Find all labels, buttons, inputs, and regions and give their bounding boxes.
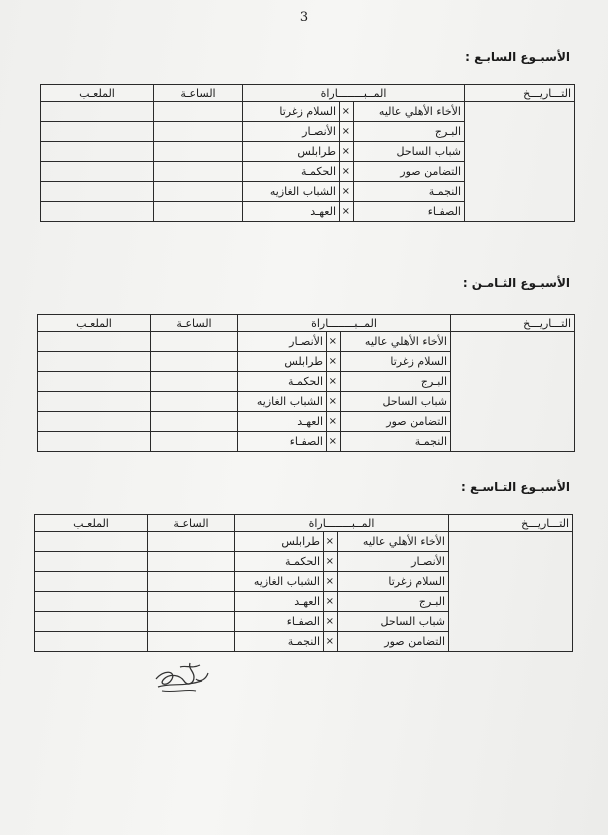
venue-cell: [35, 592, 148, 612]
home-team: التضامن صور: [338, 632, 449, 652]
away-team: الأنصـار: [238, 332, 327, 352]
match-header: المــبــــــــاراة: [238, 315, 451, 332]
time-cell: [151, 372, 238, 392]
venue-cell: [35, 572, 148, 592]
date-header: التـــاريـــخ: [451, 315, 575, 332]
away-team: النجمـة: [235, 632, 324, 652]
venue-cell: [41, 102, 154, 122]
table-header-row: [38, 315, 575, 332]
date-cell: [449, 532, 573, 652]
away-team: الشباب الغازيه: [235, 572, 324, 592]
vs-mark: ×: [324, 552, 338, 572]
venue-cell: [38, 412, 151, 432]
away-team: الأنصـار: [243, 122, 340, 142]
week7-title: الأسبـوع السابـع :: [465, 50, 570, 64]
time-cell: [154, 122, 243, 142]
time-cell: [154, 182, 243, 202]
home-team: شباب الساحل: [354, 142, 465, 162]
home-team: الأخاء الأهلي عاليه: [338, 532, 449, 552]
table-row: [38, 332, 575, 352]
time-cell: [151, 412, 238, 432]
venue-cell: [41, 142, 154, 162]
away-team: الصفـاء: [238, 432, 327, 452]
away-team: الحكمـة: [235, 552, 324, 572]
home-team: التضامن صور: [354, 162, 465, 182]
venue-cell: [38, 432, 151, 452]
table-row: [41, 102, 575, 122]
match-header: المــبــــــــاراة: [243, 85, 465, 102]
away-team: العهـد: [243, 202, 340, 222]
home-team: الأخاء الأهلي عاليه: [354, 102, 465, 122]
week8-title: الأسبـوع الثـامـن :: [462, 276, 570, 290]
venue-cell: [35, 632, 148, 652]
venue-header: الملعـب: [38, 315, 151, 332]
week8-table: [37, 314, 575, 452]
time-cell: [154, 162, 243, 182]
venue-cell: [41, 162, 154, 182]
away-team: طرابلس: [243, 142, 340, 162]
week9-table: [34, 514, 573, 652]
vs-mark: ×: [327, 412, 341, 432]
away-team: طرابلس: [235, 532, 324, 552]
time-cell: [151, 332, 238, 352]
time-cell: [154, 102, 243, 122]
time-header: الساعـة: [151, 315, 238, 332]
home-team: السلام زغرتا: [341, 352, 451, 372]
time-cell: [148, 532, 235, 552]
vs-mark: ×: [324, 592, 338, 612]
table-header-row: [35, 515, 573, 532]
home-team: شباب الساحل: [341, 392, 451, 412]
week9-title: الأسبـوع التـاسـع :: [461, 480, 570, 494]
home-team: الصفـاء: [354, 202, 465, 222]
away-team: العهـد: [235, 592, 324, 612]
date-header: التـــاريـــخ: [449, 515, 573, 532]
vs-mark: ×: [327, 352, 341, 372]
venue-cell: [38, 372, 151, 392]
time-cell: [154, 202, 243, 222]
venue-cell: [38, 332, 151, 352]
home-team: البـرج: [338, 592, 449, 612]
time-cell: [148, 552, 235, 572]
table-row: [35, 532, 573, 552]
vs-mark: ×: [340, 182, 354, 202]
vs-mark: ×: [324, 532, 338, 552]
away-team: العهـد: [238, 412, 327, 432]
home-team: البـرج: [354, 122, 465, 142]
time-cell: [151, 352, 238, 372]
vs-mark: ×: [324, 572, 338, 592]
vs-mark: ×: [327, 372, 341, 392]
time-cell: [148, 632, 235, 652]
away-team: الشباب الغازيه: [238, 392, 327, 412]
away-team: الصفـاء: [235, 612, 324, 632]
match-header: المــبــــــــاراة: [235, 515, 449, 532]
home-team: البـرج: [341, 372, 451, 392]
vs-mark: ×: [340, 102, 354, 122]
time-cell: [151, 392, 238, 412]
home-team: الأنصـار: [338, 552, 449, 572]
home-team: النجمـة: [354, 182, 465, 202]
away-team: الحكمـة: [238, 372, 327, 392]
time-cell: [154, 142, 243, 162]
time-header: الساعـة: [154, 85, 243, 102]
page-number: 3: [299, 10, 309, 25]
home-team: الأخاء الأهلي عاليه: [341, 332, 451, 352]
away-team: الحكمـة: [243, 162, 340, 182]
table-header-row: [41, 85, 575, 102]
vs-mark: ×: [327, 432, 341, 452]
venue-cell: [41, 182, 154, 202]
week7-table: [40, 84, 575, 222]
venue-header: الملعـب: [41, 85, 154, 102]
venue-header: الملعـب: [35, 515, 148, 532]
date-cell: [465, 102, 575, 222]
venue-cell: [35, 552, 148, 572]
vs-mark: ×: [340, 162, 354, 182]
date-cell: [451, 332, 575, 452]
away-team: السلام زغرتا: [243, 102, 340, 122]
away-team: الشباب الغازيه: [243, 182, 340, 202]
venue-cell: [41, 202, 154, 222]
venue-cell: [38, 352, 151, 372]
away-team: طرابلس: [238, 352, 327, 372]
date-header: التـــاريـــخ: [465, 85, 575, 102]
vs-mark: ×: [340, 142, 354, 162]
home-team: شباب الساحل: [338, 612, 449, 632]
home-team: السلام زغرتا: [338, 572, 449, 592]
home-team: النجمـة: [341, 432, 451, 452]
venue-cell: [35, 612, 148, 632]
vs-mark: ×: [340, 122, 354, 142]
venue-cell: [35, 532, 148, 552]
venue-cell: [41, 122, 154, 142]
time-cell: [151, 432, 238, 452]
time-cell: [148, 612, 235, 632]
time-header: الساعـة: [148, 515, 235, 532]
venue-cell: [38, 392, 151, 412]
vs-mark: ×: [327, 392, 341, 412]
vs-mark: ×: [324, 612, 338, 632]
vs-mark: ×: [327, 332, 341, 352]
time-cell: [148, 572, 235, 592]
time-cell: [148, 592, 235, 612]
home-team: التضامن صور: [341, 412, 451, 432]
vs-mark: ×: [340, 202, 354, 222]
vs-mark: ×: [324, 632, 338, 652]
signature: [150, 657, 212, 697]
